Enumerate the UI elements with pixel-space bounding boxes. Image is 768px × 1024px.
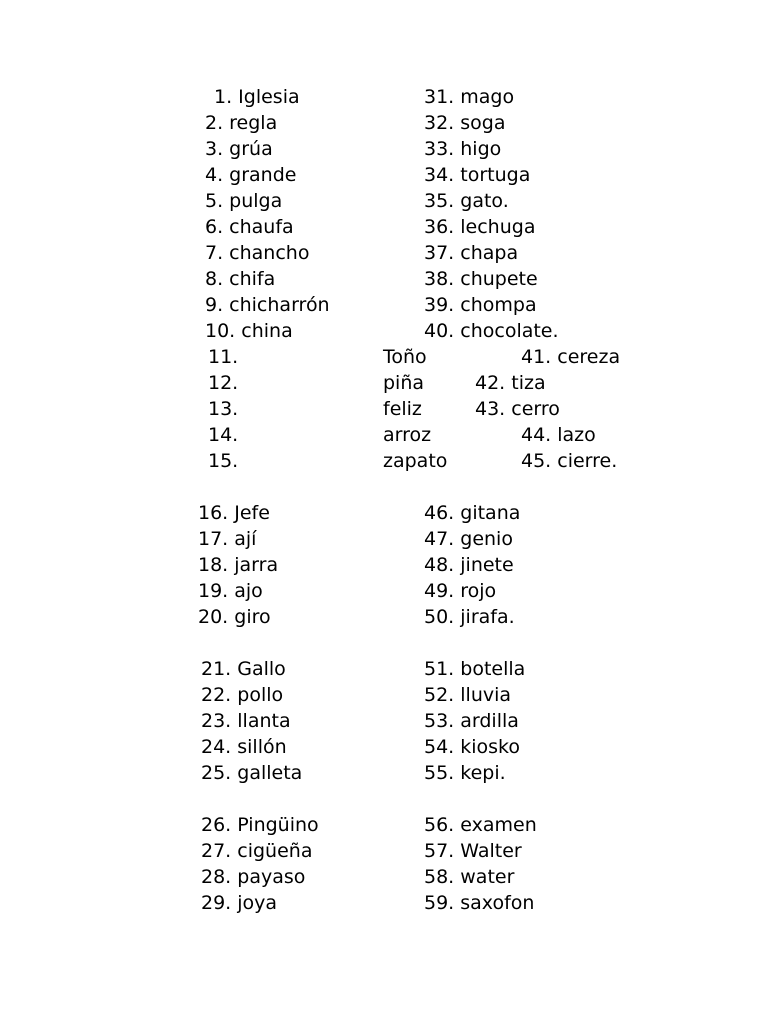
list-item-l11: 11. [208, 346, 239, 368]
list-item-l22: 22. pollo [201, 684, 284, 706]
list-item-l16: 16. Jefe [198, 502, 270, 524]
list-item-r54: 54. kiosko [424, 736, 521, 758]
list-item-r38: 38. chupete [424, 268, 538, 290]
list-item-w14: arroz [383, 424, 432, 446]
list-item-l27: 27. cigüeña [201, 840, 313, 862]
list-item-l15: 15. [208, 450, 239, 472]
list-item-w12: piña [383, 372, 425, 394]
list-item-r49: 49. rojo [424, 580, 497, 602]
list-item-r37: 37. chapa [424, 242, 519, 264]
list-item-r45: 45. cierre. [521, 450, 618, 472]
list-item-r53: 53. ardilla [424, 710, 519, 732]
list-item-l25: 25. galleta [201, 762, 303, 784]
list-item-l20: 20. giro [198, 606, 271, 628]
list-item-l7: 7. chancho [205, 242, 310, 264]
list-item-l29: 29. joya [201, 892, 278, 914]
list-item-l10: 10. china [205, 320, 293, 342]
list-item-l14: 14. [208, 424, 239, 446]
list-item-r50: 50. jirafa. [424, 606, 515, 628]
list-item-r58: 58. water [424, 866, 515, 888]
list-item-w13: feliz [383, 398, 422, 420]
list-item-l5: 5. pulga [205, 190, 283, 212]
list-item-l2: 2. regla [205, 112, 278, 134]
list-item-r44: 44. lazo [521, 424, 596, 446]
list-item-l26: 26. Pingüino [201, 814, 319, 836]
list-item-r43: 43. cerro [475, 398, 560, 420]
list-item-w11: Toño [383, 346, 427, 368]
list-item-l28: 28. payaso [201, 866, 306, 888]
list-item-r35: 35. gato. [424, 190, 509, 212]
list-item-l18: 18. jarra [198, 554, 279, 576]
list-item-r34: 34. tortuga [424, 164, 531, 186]
list-item-w15: zapato [383, 450, 448, 472]
list-item-r47: 47. genio [424, 528, 513, 550]
list-item-r41: 41. cereza [521, 346, 621, 368]
list-item-r56: 56. examen [424, 814, 537, 836]
list-item-r33: 33. higo [424, 138, 502, 160]
list-item-r39: 39. chompa [424, 294, 537, 316]
list-item-l23: 23. llanta [201, 710, 291, 732]
list-item-l3: 3. grúa [205, 138, 273, 160]
list-item-r46: 46. gitana [424, 502, 521, 524]
list-item-r42: 42. tiza [475, 372, 546, 394]
list-item-l12: 12. [208, 372, 239, 394]
list-item-l4: 4. grande [205, 164, 297, 186]
list-item-r57: 57. Walter [424, 840, 522, 862]
list-item-l6: 6. chaufa [205, 216, 294, 238]
list-item-r40: 40. chocolate. [424, 320, 559, 342]
list-item-r48: 48. jinete [424, 554, 514, 576]
list-item-r51: 51. botella [424, 658, 526, 680]
list-item-r55: 55. kepi. [424, 762, 506, 784]
list-item-r32: 32. soga [424, 112, 506, 134]
list-item-l13: 13. [208, 398, 239, 420]
list-item-l9: 9. chicharrón [205, 294, 330, 316]
list-item-l24: 24. sillón [201, 736, 287, 758]
list-item-l21: 21. Gallo [201, 658, 286, 680]
list-item-r52: 52. lluvia [424, 684, 512, 706]
list-item-r36: 36. lechuga [424, 216, 536, 238]
list-item-r59: 59. saxofon [424, 892, 535, 914]
list-item-l17: 17. ají [198, 528, 257, 550]
list-item-r31: 31. mago [424, 86, 515, 108]
list-item-l8: 8. chifa [205, 268, 276, 290]
list-item-l1: 1. Iglesia [214, 86, 300, 108]
list-item-l19: 19. ajo [198, 580, 263, 602]
